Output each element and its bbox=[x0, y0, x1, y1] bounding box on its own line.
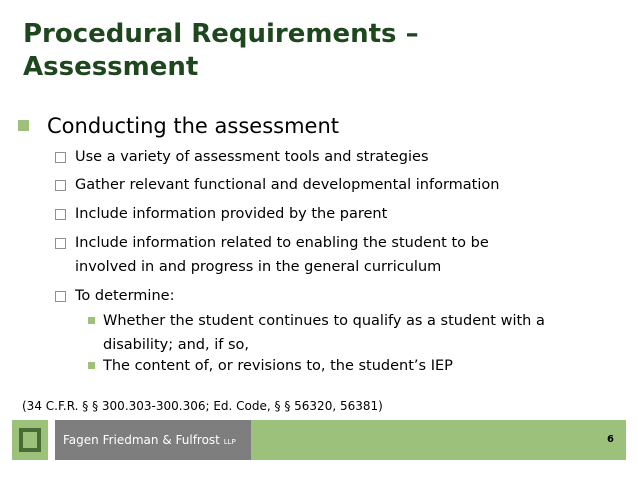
hollow-square-bullet-icon bbox=[55, 238, 66, 249]
subsubbullet-line-1: Whether the student continues to qualify as a student with a bbox=[103, 313, 545, 329]
subsubbullet-line-2: disability; and, if so, bbox=[103, 337, 249, 353]
square-bullet-icon bbox=[88, 317, 95, 324]
firm-suffix: LLP bbox=[223, 438, 236, 446]
hollow-square-bullet-icon bbox=[55, 180, 66, 191]
title-line-1: Procedural Requirements – bbox=[23, 19, 419, 49]
legal-citation: (34 C.F.R. § § 300.303-300.306; Ed. Code, § § 56320, 56381) bbox=[22, 399, 383, 413]
title-line-2: Assessment bbox=[23, 52, 199, 82]
subbullet-text bbox=[75, 231, 489, 279]
page-number: 6 bbox=[607, 434, 614, 445]
firm-logo-icon bbox=[12, 420, 48, 460]
slide-title bbox=[23, 18, 623, 84]
slide-footer bbox=[0, 418, 638, 468]
square-bullet-icon bbox=[88, 362, 95, 369]
hollow-square-bullet-icon bbox=[55, 209, 66, 220]
subbullet-text: Gather relevant functional and developmental information bbox=[75, 177, 500, 193]
hollow-square-bullet-icon bbox=[55, 152, 66, 163]
hollow-square-bullet-icon bbox=[55, 291, 66, 302]
firm-name: Fagen Friedman & Fulfrost LLP bbox=[63, 433, 236, 447]
subbullet-text: To determine: bbox=[75, 288, 175, 304]
bullet-text: Conducting the assessment bbox=[47, 114, 340, 138]
subbullet-text: Include information provided by the parent bbox=[75, 206, 388, 222]
subsubbullet-text bbox=[103, 309, 545, 357]
subsubbullet-text: The content of, or revisions to, the student’s IEP bbox=[103, 358, 453, 374]
square-bullet-icon bbox=[18, 120, 29, 131]
subbullet-text: Use a variety of assessment tools and strategies bbox=[75, 149, 429, 165]
subbullet-line-1: Include information related to enabling the student to be bbox=[75, 235, 489, 251]
footer-green-bar bbox=[251, 420, 626, 460]
subbullet-line-2: involved in and progress in the general curriculum bbox=[75, 259, 442, 275]
firm-name-bar bbox=[55, 420, 251, 460]
